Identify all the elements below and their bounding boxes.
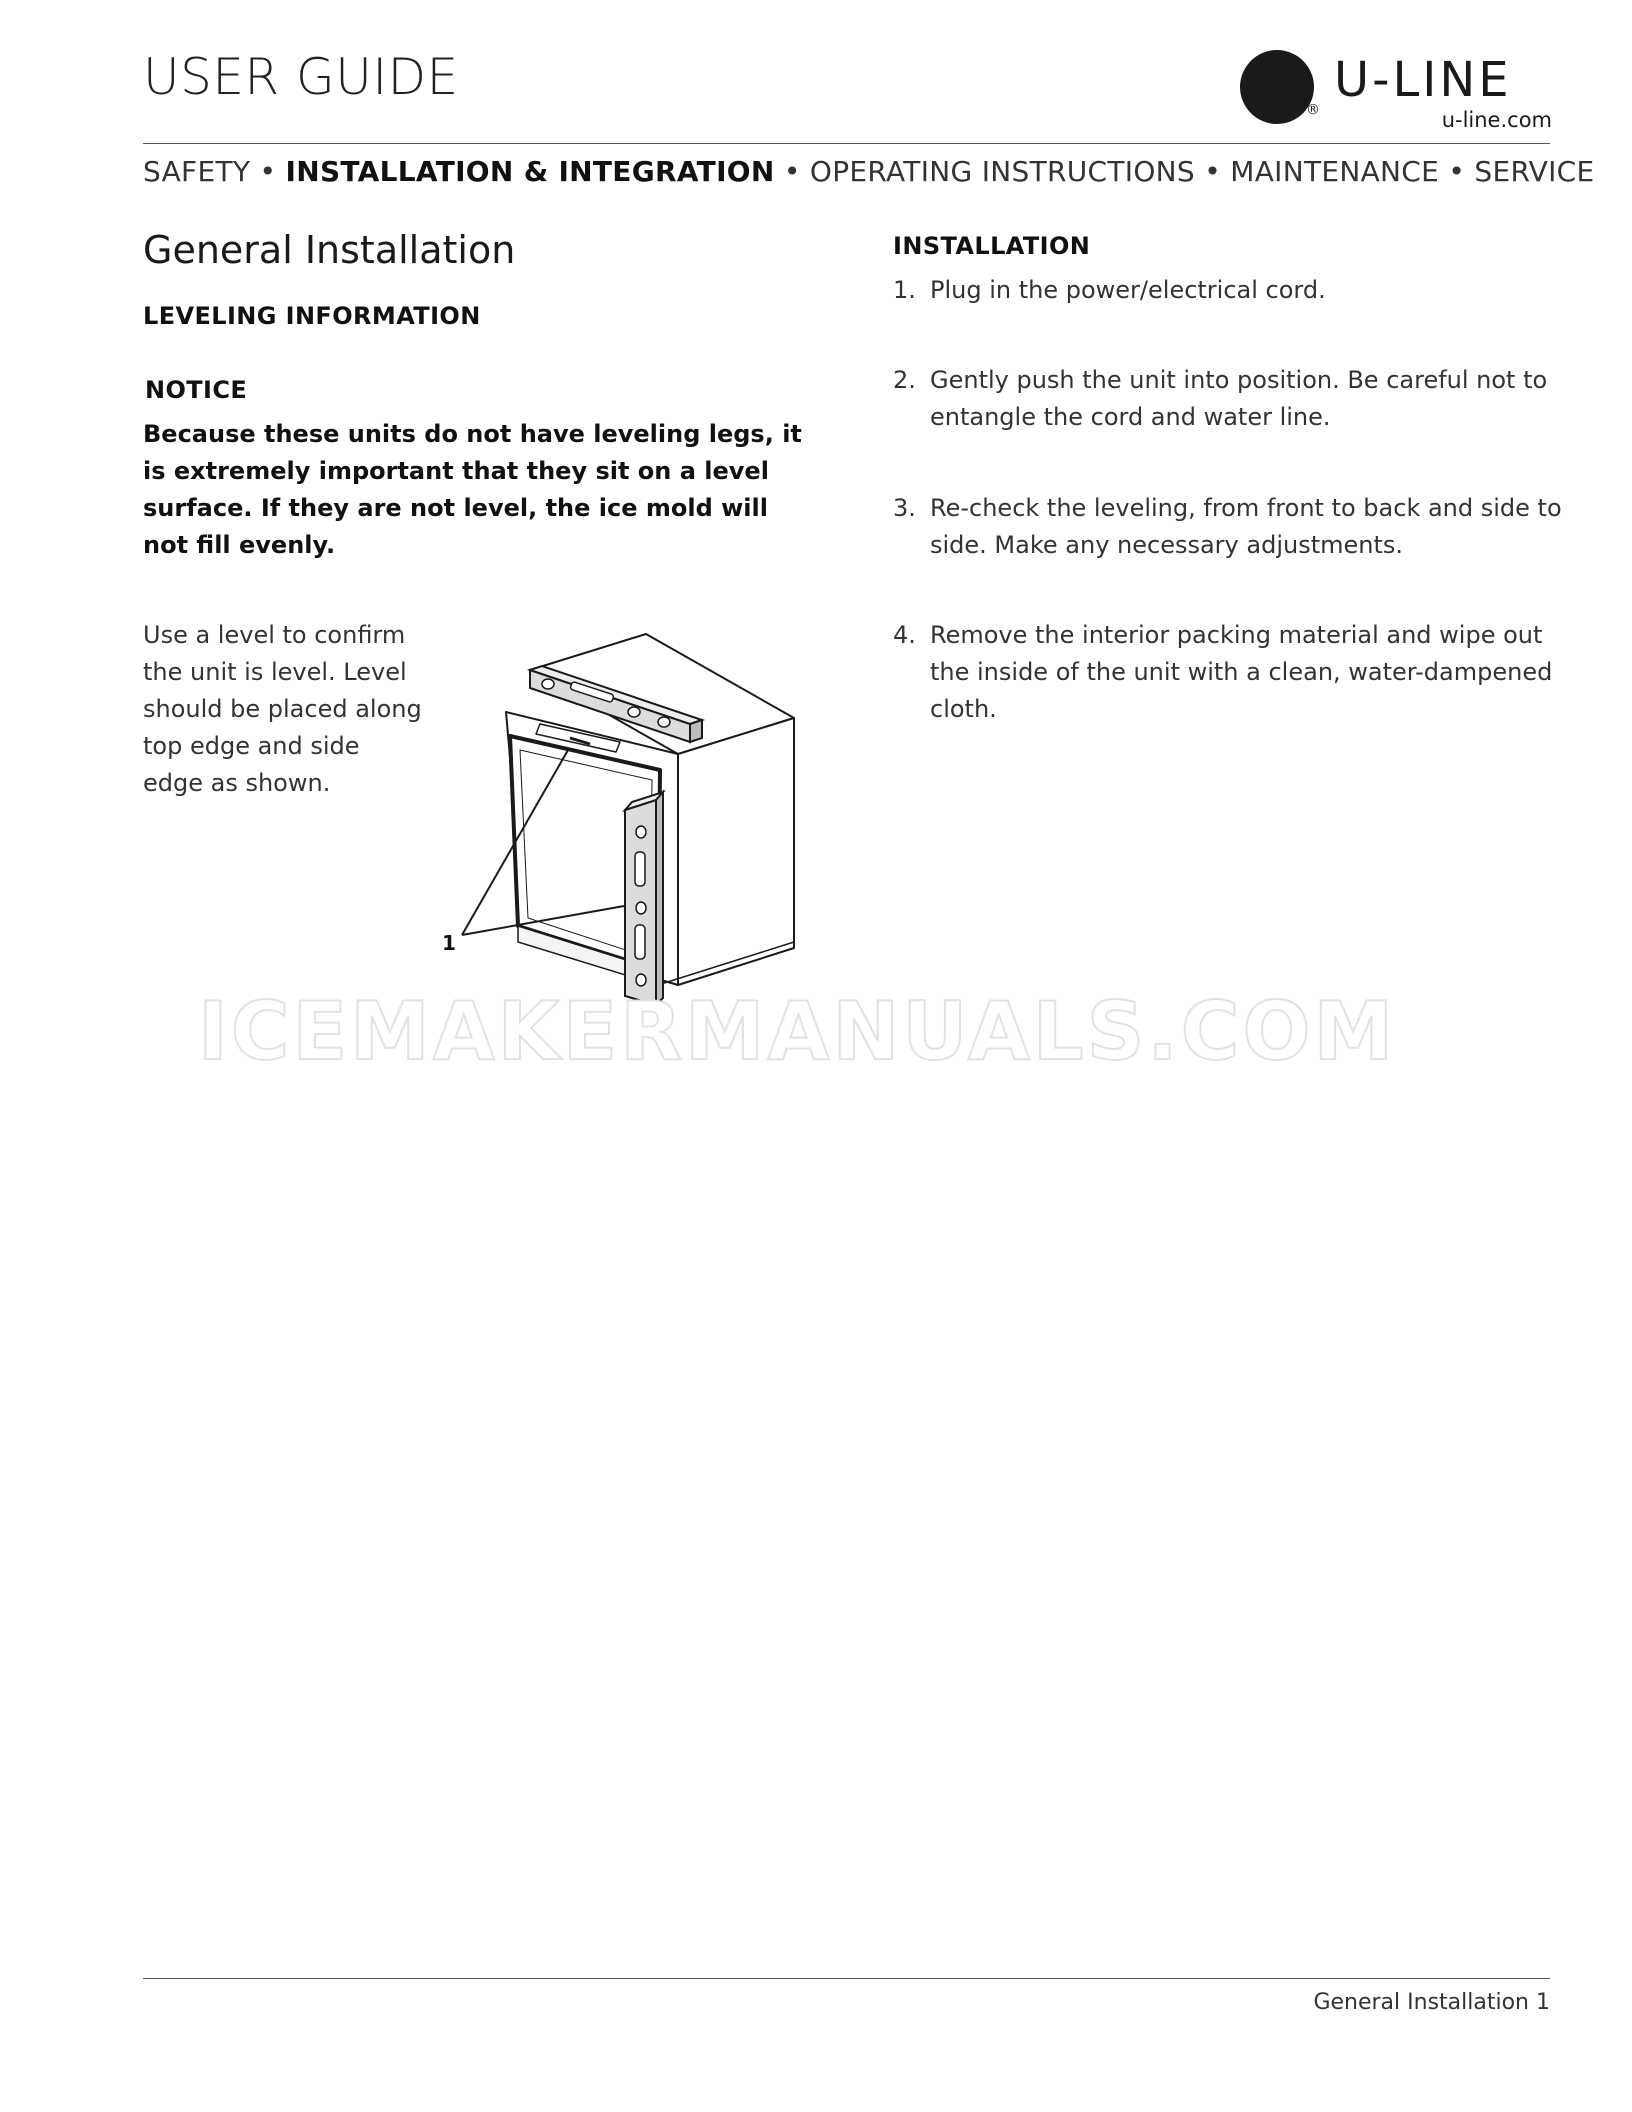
nav-item-operating: OPERATING INSTRUCTIONS xyxy=(809,155,1195,188)
footer-divider xyxy=(143,1978,1550,1979)
step-number: 1. xyxy=(893,276,916,304)
leveling-subhead: LEVELING INFORMATION xyxy=(143,302,481,330)
step-text: Gently push the unit into position. Be careful not to entangle the cord and water line. xyxy=(930,366,1548,431)
nav-separator: • xyxy=(1448,155,1466,188)
nav-separator: • xyxy=(1204,155,1222,188)
installation-steps xyxy=(893,272,1573,723)
side-level-tool xyxy=(625,792,663,1005)
brand-logo xyxy=(1240,44,1560,134)
document-title: USER GUIDE xyxy=(143,48,459,106)
registered-mark: ® xyxy=(1306,102,1320,118)
step-text: Remove the interior packing material and wipe out the inside of the unit with a clean, water-dampened cloth. xyxy=(930,621,1553,723)
cabinet-side xyxy=(678,718,794,985)
nav-item-service: SERVICE xyxy=(1474,155,1595,188)
installation-subhead: INSTALLATION xyxy=(893,232,1091,260)
level-instructions: Use a level to confirm the unit is level. Level should be placed along top edge and side edge as shown. xyxy=(143,621,422,797)
nav-separator: • xyxy=(783,155,801,188)
section-nav xyxy=(143,155,1595,188)
brand-badge-icon xyxy=(1240,50,1314,124)
brand-mark: U xyxy=(1260,63,1294,109)
nav-item-safety: SAFETY xyxy=(143,155,251,188)
section-title: General Installation xyxy=(143,228,516,272)
figure-callout-1: 1 xyxy=(442,931,456,955)
nav-item-installation: INSTALLATION & INTEGRATION xyxy=(285,155,775,188)
notice-label: NOTICE xyxy=(145,376,248,404)
nav-item-maintenance: MAINTENANCE xyxy=(1230,155,1440,188)
step-text: Re-check the leveling, from front to back and side to side. Make any necessary adjustments. xyxy=(930,494,1562,559)
brand-name: U-LINE xyxy=(1334,52,1512,108)
brand-url: u-line.com xyxy=(1441,108,1552,132)
step-number: 3. xyxy=(893,494,916,522)
step-text: Plug in the power/electrical cord. xyxy=(930,276,1326,304)
step-number: 4. xyxy=(893,621,916,649)
step-number: 2. xyxy=(893,366,916,394)
leveling-figure xyxy=(420,620,820,1030)
nav-separator: • xyxy=(259,155,277,188)
watermark: ICEMAKERMANUALS.COM xyxy=(198,985,1397,1078)
header-divider xyxy=(143,143,1550,144)
footer-label: General Installation 1 xyxy=(1313,1990,1550,2015)
notice-text: Because these units do not have leveling legs, it is extremely important that they sit on a level surface. If they are not level, the ice mold will not fill evenly. xyxy=(143,420,802,559)
